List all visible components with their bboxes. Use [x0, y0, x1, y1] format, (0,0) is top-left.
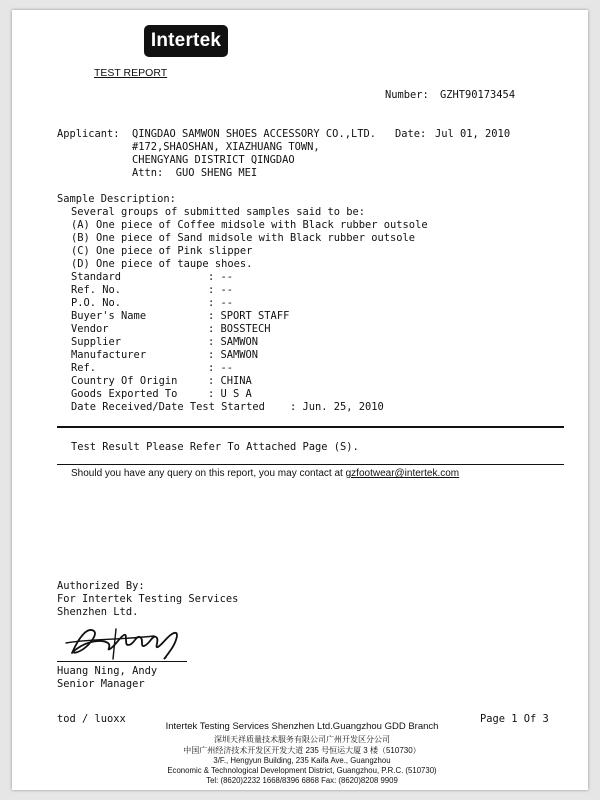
report-title: TEST REPORT: [94, 67, 168, 79]
sample-intro: Several groups of submitted samples said to be:: [71, 206, 366, 218]
field-value: : --: [208, 284, 234, 296]
divider: [57, 464, 564, 465]
field-value: : CHINA: [208, 375, 252, 387]
signer-title: Senior Manager: [57, 678, 145, 690]
authorized-org: For Intertek Testing Services: [57, 593, 239, 605]
applicant-label: Applicant:: [57, 128, 120, 140]
sample-item: (B) One piece of Sand midsole with Black rubber outsole: [71, 232, 416, 244]
field-label: Manufacturer: [71, 349, 147, 361]
field-label: Buyer's Name: [71, 310, 147, 322]
field-label: Ref. No.: [71, 284, 122, 296]
field-label: Standard: [71, 271, 122, 283]
field-label: Ref.: [71, 362, 97, 374]
signer-name: Huang Ning, Andy: [57, 665, 158, 677]
applicant-name: QINGDAO SAMWON SHOES ACCESSORY CO.,LTD.: [132, 128, 376, 140]
authorized-heading: Authorized By:: [57, 580, 145, 592]
signature-line: [57, 661, 187, 662]
number-label: Number:: [385, 89, 429, 101]
sample-item: (D) One piece of taupe shoes.: [71, 258, 253, 270]
field-label: Country Of Origin: [71, 375, 178, 387]
applicant-address-line: CHENGYANG DISTRICT QINGDAO: [132, 154, 295, 166]
number-value: GZHT90173454: [440, 89, 516, 101]
field-label: P.O. No.: [71, 297, 122, 309]
authorized-city: Shenzhen Ltd.: [57, 606, 139, 618]
report-page: [12, 10, 588, 790]
query-note: [71, 468, 459, 479]
result-text: Test Result Please Refer To Attached Page (S).: [71, 441, 359, 453]
contact-email-link[interactable]: gzfootwear@intertek.com: [345, 468, 460, 479]
query-text: Should you have any query on this report, you may contact at: [71, 468, 346, 479]
field-value: : SAMWON: [208, 336, 259, 348]
date-label: Date:: [395, 128, 427, 140]
date-value: Jul 01, 2010: [435, 128, 511, 140]
field-value: : SAMWON: [208, 349, 259, 361]
field-label: Vendor: [71, 323, 109, 335]
field-value: : SPORT STAFF: [208, 310, 290, 322]
field-value: : --: [208, 297, 234, 309]
field-value: : U S A: [208, 388, 252, 400]
footer-company: Intertek Testing Services Shenzhen Ltd.Guangzhou GDD Branch: [165, 721, 439, 732]
footer-address: Economic & Technological Development District, Guangzhou, P.R.C. (510730): [167, 766, 437, 775]
field-value: : BOSSTECH: [208, 323, 271, 335]
footer-address: 3/F., Hengyun Building, 235 Kaifa Ave., Guangzhou: [213, 756, 391, 765]
date-received: Date Received/Date Test Started : Jun. 25, 2010: [71, 401, 384, 413]
applicant-attn: Attn: GUO SHENG MEI: [132, 167, 258, 179]
divider: [57, 426, 564, 428]
field-value: : --: [208, 362, 234, 374]
sample-item: (C) One piece of Pink slipper: [71, 245, 253, 257]
applicant-address-line: #172,SHAOSHAN, XIAZHUANG TOWN,: [132, 141, 320, 153]
field-label: Supplier: [71, 336, 122, 348]
field-value: : --: [208, 271, 234, 283]
footer-cn-address: 中国广州经济技术开发区开发大道 235 号恒运大厦 3 楼（510730）: [183, 746, 421, 755]
footer-contact: Tel: (8620)2232 1668/8396 6868 Fax: (8620)8208 9909: [206, 776, 398, 785]
footer-cn-company: 深圳天祥质量技术服务有限公司广州开发区分公司: [214, 735, 390, 744]
footer-ref: tod / luoxx: [57, 713, 126, 725]
page-number: Page 1 Of 3: [480, 713, 549, 725]
sample-item: (A) One piece of Coffee midsole with Black rubber outsole: [71, 219, 428, 231]
intertek-logo: Intertek: [144, 25, 228, 57]
sample-heading: Sample Description:: [57, 193, 176, 205]
field-label: Goods Exported To: [71, 388, 178, 400]
